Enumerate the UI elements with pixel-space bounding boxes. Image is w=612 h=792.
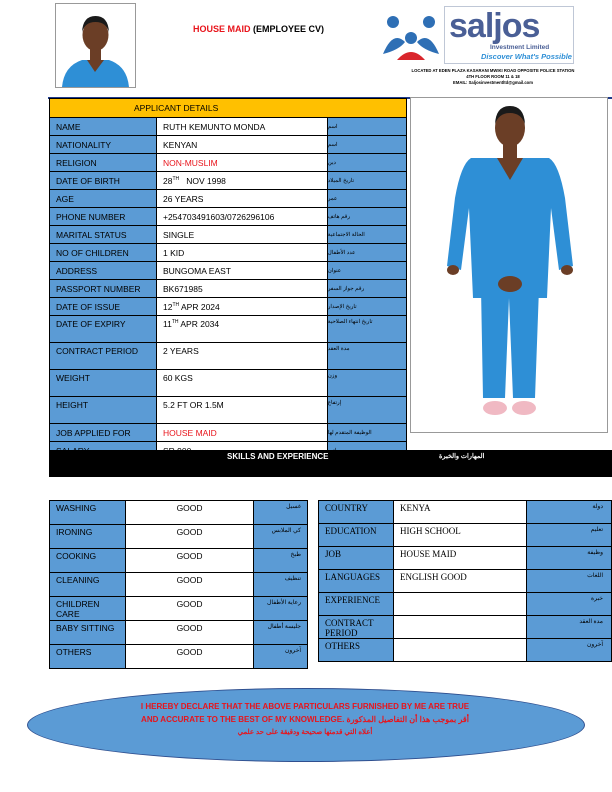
title-job: HOUSE MAID [193,24,251,34]
skill-label: WASHING [50,501,126,525]
field-value [156,226,327,244]
field-arabic-label: عنوان [327,262,406,280]
applicant-photo-full [410,97,608,433]
field-value [156,136,327,154]
field-value-text: 5.2 FT OR 1.5M [162,400,224,410]
skill-level: GOOD [126,549,253,573]
skill-arabic-label: طبخ [253,549,307,573]
background-label: LANGUAGES [319,570,394,593]
company-floor: 4TH FLOOR ROOM 11 & 18 [466,74,520,79]
field-arabic-label: مدة العقد [327,343,406,370]
background-value: HOUSE MAID [394,547,527,570]
skills-table [49,500,308,669]
field-label: NO OF CHILDREN [50,244,157,262]
page-title [193,24,324,34]
field-label: JOB APPLIED FOR [50,424,157,442]
field-value-suffix: TH [171,319,179,326]
field-value-rest: NOV 1998 [179,175,226,186]
background-value: HIGH SCHOOL [394,524,527,547]
skill-label: COOKING [50,549,126,573]
declaration-arabic1: أقر بموجب هذا أن التفاصيل المذكورة [346,715,469,724]
field-value-rest: APR 2024 [179,301,220,312]
applicant-details-table [49,98,407,460]
declaration-text [60,700,550,739]
field-label: CONTRACT PERIOD [50,343,157,370]
field-value [156,298,327,316]
company-logo [377,2,609,92]
field-value-text: HOUSE MAID [162,427,217,438]
field-value [156,244,327,262]
field-label: ADDRESS [50,262,157,280]
field-value-text: 11 [162,319,172,329]
applicant-details-heading: APPLICANT DETAILS [50,99,407,118]
field-arabic-label: رقم جواز السفر [327,280,406,298]
applicant-row [50,118,407,136]
background-arabic-label: تعليم [526,524,611,547]
field-arabic-label: تاريخ الميلاد [327,172,406,190]
applicant-row [50,397,407,424]
background-value: KENYA [394,501,527,524]
skill-level: GOOD [126,621,253,645]
field-value [156,208,327,226]
field-label: PASSPORT NUMBER [50,280,157,298]
company-email: EMAIL: Saljosinvestmentltd@gmail.com [453,80,533,85]
field-arabic-label: عدد الأطفال [327,244,406,262]
field-value-text: RUTH KEMUNTO MONDA [162,121,266,132]
applicant-row [50,136,407,154]
background-label: EXPERIENCE [319,593,394,616]
logo-name: saljos [449,7,540,45]
background-label: EDUCATION [319,524,394,547]
field-value [156,154,327,172]
field-value [156,397,327,424]
field-value-text: 28 [162,175,173,186]
field-value-text: 2 YEARS [162,346,199,356]
field-label: NATIONALITY [50,136,157,154]
logo-tagline: Discover What's Possible [481,52,572,61]
applicant-row [50,424,407,442]
skill-label: OTHERS [50,645,126,669]
field-value-text: +254703491603/0726296106 [162,211,275,222]
background-arabic-label: آخرون [526,639,611,662]
field-label: AGE [50,190,157,208]
field-label: DATE OF ISSUE [50,298,157,316]
applicant-row [50,280,407,298]
field-value [156,190,327,208]
skill-level: GOOD [126,501,253,525]
skill-row [50,549,308,573]
field-value-text: 12 [162,301,173,312]
background-value: ENGLISH GOOD [394,570,527,593]
company-address: LOCATED AT EDEN PLAZA KASARANI MWIKI ROAD OPPOSITE POLICE STATION [411,68,575,73]
field-value-rest: APR 2034 [178,319,220,329]
applicant-photo-small [55,3,136,88]
field-arabic-label: رقم هاتف [327,208,406,226]
background-row [319,593,612,616]
background-arabic-label: خبرة [526,593,611,616]
field-value [156,172,327,190]
field-value-text: SINGLE [162,229,195,240]
skill-level: GOOD [126,525,253,549]
field-label: WEIGHT [50,370,157,397]
skill-level: GOOD [126,597,253,621]
skill-level: GOOD [126,645,253,669]
applicant-row [50,316,407,343]
applicant-row [50,343,407,370]
declaration-line2 [60,713,550,726]
skills-bar-spacer [49,464,612,477]
background-value [394,593,527,616]
background-row [319,570,612,593]
applicant-row [50,190,407,208]
background-label: COUNTRY [319,501,394,524]
field-value-text: NON-MUSLIM [162,157,218,168]
skill-arabic-label: آخرون [253,645,307,669]
skill-label: IRONING [50,525,126,549]
field-arabic-label: اسم [327,136,406,154]
skill-arabic-label: رعاية الأطفال [253,597,307,621]
skill-row [50,645,308,669]
applicant-row [50,154,407,172]
background-row [319,501,612,524]
background-row [319,639,612,662]
title-suffix: (EMPLOYEE CV) [250,24,325,34]
field-arabic-label: وزن [327,370,406,397]
field-label: MARITAL STATUS [50,226,157,244]
field-arabic-label: اسم [327,118,406,136]
field-arabic-label: الحالة الاجتماعية [327,226,406,244]
field-arabic-label: الوظيفة المتقدم لها [327,424,406,442]
field-label: NAME [50,118,157,136]
field-arabic-label: تاريخ الإصدار [327,298,406,316]
field-value-text: BK671985 [162,283,203,294]
skill-label: BABY SITTING [50,621,126,645]
field-value [156,370,327,397]
skills-bar-label: SKILLS AND EXPERIENCE [227,452,329,461]
skill-row [50,501,308,525]
background-arabic-label: دولة [526,501,611,524]
field-value-text: 60 KGS [162,373,193,383]
skills-bar-arabic: المهارات والخبرة [439,453,485,460]
field-value-text: BUNGOMA EAST [162,265,231,276]
skill-label: CLEANING [50,573,126,597]
background-arabic-label: اللغات [526,570,611,593]
background-arabic-label: وظيفة [526,547,611,570]
field-value [156,118,327,136]
background-label: OTHERS [319,639,394,662]
skill-row [50,621,308,645]
logo-mark-icon [379,8,443,62]
field-value-suffix: TH [172,175,180,182]
declaration-arabic2: أعلاه التي قدمتها صحيحة ودقيقة على حد علمي [237,729,373,736]
applicant-row [50,262,407,280]
logo-subtitle: Investment Limited [490,44,550,51]
background-label: JOB [319,547,394,570]
skills-experience-bar [49,450,612,464]
field-label: DATE OF BIRTH [50,172,157,190]
field-label: RELIGION [50,154,157,172]
field-arabic-label: إرتفاع [327,397,406,424]
field-value [156,424,327,442]
field-value [156,316,327,343]
field-value-text: 26 YEARS [162,193,204,204]
background-row [319,547,612,570]
applicant-row [50,244,407,262]
background-table [318,500,612,662]
declaration-line1: I HEREBY DECLARE THAT THE ABOVE PARTICULARS FURNISHED BY ME ARE TRUE [140,702,470,711]
skill-arabic-label: تنظيف [253,573,307,597]
field-value [156,262,327,280]
applicant-row [50,370,407,397]
background-row [319,524,612,547]
skill-row [50,573,308,597]
skill-row [50,597,308,621]
field-arabic-label: عمر [327,190,406,208]
field-value [156,343,327,370]
background-value [394,639,527,662]
background-value [394,616,527,639]
field-label: HEIGHT [50,397,157,424]
field-value-text: 1 KID [162,247,185,258]
logo-panel [444,6,574,64]
declaration-line2-en: AND ACCURATE TO THE BEST OF MY KNOWLEDGE. [141,715,345,724]
applicant-row [50,226,407,244]
field-value [156,280,327,298]
field-arabic-label: تاريخ انتهاء الصلاحية [327,316,406,343]
skill-label: CHILDREN CARE [50,597,126,621]
applicant-row [50,172,407,190]
applicant-row [50,208,407,226]
field-label: DATE OF EXPIRY [50,316,157,343]
applicant-row [50,298,407,316]
background-arabic-label: مدة العقد [526,616,611,639]
field-value-text: KENYAN [162,139,198,150]
skill-arabic-label: كي الملابس [253,525,307,549]
field-label: PHONE NUMBER [50,208,157,226]
skill-row [50,525,308,549]
field-arabic-label: دين [327,154,406,172]
background-row [319,616,612,639]
skill-level: GOOD [126,573,253,597]
skill-arabic-label: جليسة أطفال [253,621,307,645]
field-value-suffix: TH [172,301,180,308]
background-label: CONTRACT PERIOD [319,616,394,639]
skill-arabic-label: غسيل [253,501,307,525]
